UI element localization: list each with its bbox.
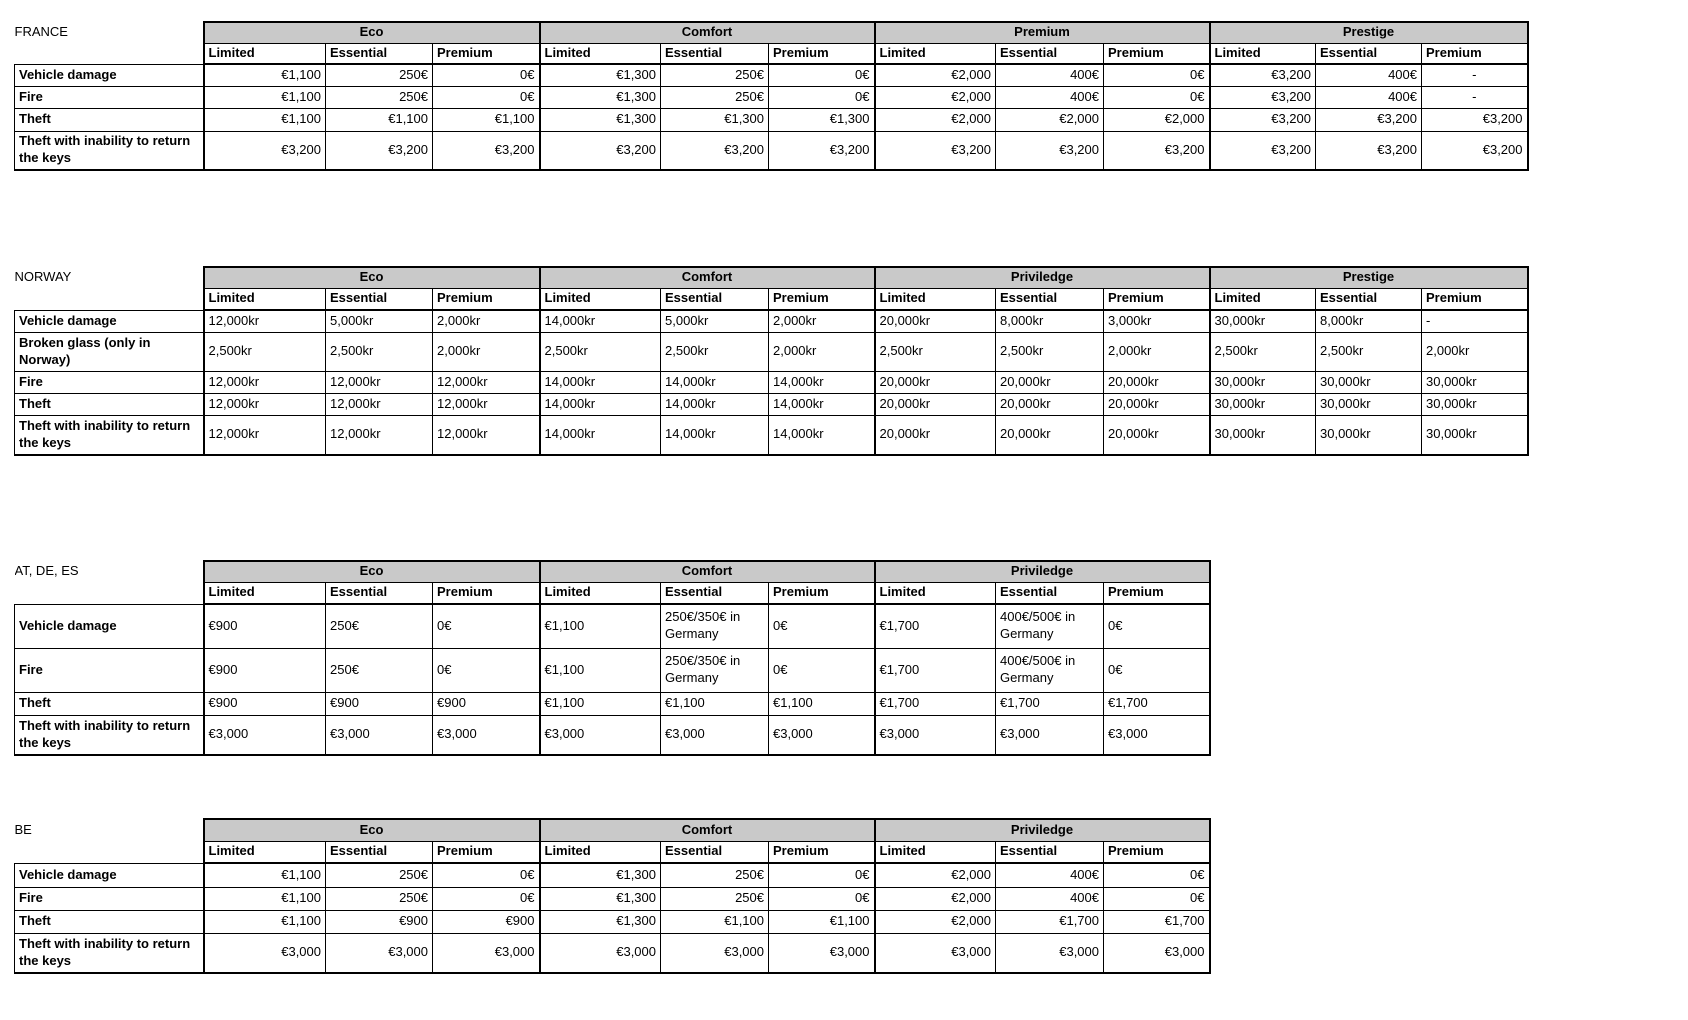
value-cell: €3,000 <box>326 933 433 973</box>
value-cell: 2,000kr <box>769 332 875 371</box>
value-cell: €3,200 <box>1316 131 1422 170</box>
value-cell: 2,500kr <box>204 332 326 371</box>
row-label: Fire <box>15 371 204 393</box>
value-cell: €1,700 <box>875 692 996 715</box>
value-cell: €2,000 <box>875 86 996 108</box>
value-cell: 0€ <box>769 604 875 648</box>
table-row <box>15 648 1210 692</box>
value-cell: 250€/350€ in Germany <box>661 604 769 648</box>
column-header: Limited <box>875 43 996 64</box>
column-header: Premium <box>769 841 875 863</box>
value-cell: 30,000kr <box>1210 310 1316 332</box>
value-cell: 2,500kr <box>996 332 1104 371</box>
tier-header: Prestige <box>1210 267 1528 288</box>
value-cell: €3,000 <box>1104 715 1210 755</box>
value-cell: 0€ <box>1104 648 1210 692</box>
value-cell: 0€ <box>433 604 540 648</box>
value-cell: €2,000 <box>875 863 996 887</box>
row-label: Vehicle damage <box>15 863 204 887</box>
value-cell: 12,000kr <box>326 371 433 393</box>
column-header: Essential <box>326 288 433 310</box>
table-row <box>15 887 1210 910</box>
value-cell: €1,100 <box>433 108 540 131</box>
value-cell: €3,000 <box>661 933 769 973</box>
tier-header: Priviledge <box>875 819 1210 841</box>
row-label: Vehicle damage <box>15 64 204 86</box>
row-label: Theft <box>15 108 204 131</box>
row-label: Theft <box>15 910 204 933</box>
value-cell: 0€ <box>1104 86 1210 108</box>
value-cell: €1,100 <box>204 64 326 86</box>
value-cell: 2,500kr <box>1210 332 1316 371</box>
value-cell: €3,000 <box>204 933 326 973</box>
column-header: Essential <box>661 288 769 310</box>
tier-header: Premium <box>875 22 1210 43</box>
tier-header: Eco <box>204 22 540 43</box>
value-cell: €900 <box>433 910 540 933</box>
value-cell: 2,000kr <box>433 332 540 371</box>
value-cell: €3,200 <box>540 131 661 170</box>
value-cell: €900 <box>326 692 433 715</box>
value-cell: €900 <box>204 604 326 648</box>
value-cell: 2,000kr <box>433 310 540 332</box>
value-cell: €3,200 <box>1316 108 1422 131</box>
value-cell: €3,000 <box>540 933 661 973</box>
table-row <box>15 332 1528 371</box>
tier-header: Eco <box>204 561 540 582</box>
column-header: Premium <box>1422 288 1528 310</box>
value-cell: 250€ <box>661 887 769 910</box>
tier-header: Prestige <box>1210 22 1528 43</box>
value-cell: 400€ <box>1316 64 1422 86</box>
value-cell: €2,000 <box>875 887 996 910</box>
value-cell: €3,200 <box>1210 86 1316 108</box>
value-cell: €1,100 <box>204 86 326 108</box>
value-cell: 2,000kr <box>1422 332 1528 371</box>
value-cell: 14,000kr <box>661 371 769 393</box>
value-cell: €3,000 <box>996 933 1104 973</box>
value-cell: 14,000kr <box>769 371 875 393</box>
value-cell: 30,000kr <box>1210 415 1316 455</box>
value-cell: €2,000 <box>1104 108 1210 131</box>
value-cell: €3,000 <box>326 715 433 755</box>
value-cell: 5,000kr <box>661 310 769 332</box>
value-cell: 2,500kr <box>540 332 661 371</box>
row-label: Fire <box>15 86 204 108</box>
column-header: Premium <box>1104 582 1210 604</box>
value-cell: - <box>1422 64 1528 86</box>
value-cell: 250€/350€ in Germany <box>661 648 769 692</box>
value-cell: 250€ <box>661 863 769 887</box>
excess-table-norway <box>14 266 1529 456</box>
column-header: Limited <box>204 288 326 310</box>
value-cell: €3,200 <box>769 131 875 170</box>
value-cell: €1,300 <box>540 887 661 910</box>
row-label: Theft with inability to return the keys <box>15 415 204 455</box>
value-cell: 20,000kr <box>996 371 1104 393</box>
value-cell: €3,000 <box>433 933 540 973</box>
column-header: Premium <box>769 582 875 604</box>
value-cell: 12,000kr <box>326 415 433 455</box>
column-header: Essential <box>996 43 1104 64</box>
value-cell: 20,000kr <box>996 393 1104 415</box>
column-header: Premium <box>433 582 540 604</box>
row-label: Theft <box>15 692 204 715</box>
value-cell: €1,100 <box>204 863 326 887</box>
column-header: Limited <box>204 582 326 604</box>
value-cell: €3,000 <box>433 715 540 755</box>
value-cell: 2,500kr <box>326 332 433 371</box>
value-cell: €3,200 <box>1210 64 1316 86</box>
row-label: Vehicle damage <box>15 310 204 332</box>
tier-header: Priviledge <box>875 267 1210 288</box>
value-cell: 0€ <box>769 64 875 86</box>
value-cell: 250€ <box>326 887 433 910</box>
value-cell: 30,000kr <box>1316 393 1422 415</box>
value-cell: €1,100 <box>769 910 875 933</box>
column-header: Limited <box>1210 43 1316 64</box>
value-cell: €3,200 <box>1104 131 1210 170</box>
value-cell: 30,000kr <box>1316 415 1422 455</box>
column-header: Limited <box>1210 288 1316 310</box>
value-cell: 0€ <box>433 64 540 86</box>
value-cell: 30,000kr <box>1316 371 1422 393</box>
value-cell: 14,000kr <box>661 393 769 415</box>
value-cell: €3,200 <box>204 131 326 170</box>
value-cell: 0€ <box>433 648 540 692</box>
value-cell: €1,700 <box>1104 692 1210 715</box>
value-cell: 0€ <box>769 86 875 108</box>
value-cell: 12,000kr <box>433 393 540 415</box>
column-header: Limited <box>540 582 661 604</box>
table-row <box>15 64 1528 86</box>
value-cell: €2,000 <box>875 108 996 131</box>
table-row <box>15 393 1528 415</box>
column-header: Limited <box>540 288 661 310</box>
value-cell: €1,100 <box>661 692 769 715</box>
value-cell: 250€ <box>661 86 769 108</box>
value-cell: 20,000kr <box>875 393 996 415</box>
value-cell: 400€ <box>996 86 1104 108</box>
value-cell: 400€/500€ in Germany <box>996 604 1104 648</box>
value-cell: €1,300 <box>540 86 661 108</box>
value-cell: €1,700 <box>875 648 996 692</box>
value-cell: 8,000kr <box>996 310 1104 332</box>
column-header: Premium <box>769 288 875 310</box>
value-cell: - <box>1422 310 1528 332</box>
column-header: Essential <box>996 841 1104 863</box>
row-label: Fire <box>15 648 204 692</box>
value-cell: 400€ <box>996 863 1104 887</box>
country-label: AT, DE, ES <box>14 563 79 579</box>
value-cell: 3,000kr <box>1104 310 1210 332</box>
value-cell: - <box>1422 86 1528 108</box>
value-cell: 0€ <box>1104 64 1210 86</box>
value-cell: 0€ <box>1104 863 1210 887</box>
tier-header: Eco <box>204 267 540 288</box>
value-cell: €1,700 <box>996 692 1104 715</box>
value-cell: €2,000 <box>996 108 1104 131</box>
column-header: Premium <box>433 288 540 310</box>
column-header: Essential <box>326 582 433 604</box>
value-cell: 12,000kr <box>433 371 540 393</box>
value-cell: 0€ <box>769 887 875 910</box>
value-cell: 30,000kr <box>1422 393 1528 415</box>
value-cell: €3,200 <box>875 131 996 170</box>
value-cell: €1,100 <box>540 604 661 648</box>
value-cell: 20,000kr <box>996 415 1104 455</box>
column-header: Essential <box>661 841 769 863</box>
tier-header: Eco <box>204 819 540 841</box>
value-cell: €1,700 <box>996 910 1104 933</box>
row-label: Theft <box>15 393 204 415</box>
value-cell: 0€ <box>1104 887 1210 910</box>
value-cell: 14,000kr <box>769 415 875 455</box>
excess-table-at-de-es <box>14 560 1211 756</box>
column-header: Essential <box>661 582 769 604</box>
value-cell: 250€ <box>326 648 433 692</box>
value-cell: €900 <box>204 648 326 692</box>
table-row <box>15 604 1210 648</box>
column-header: Limited <box>204 841 326 863</box>
value-cell: 0€ <box>433 863 540 887</box>
column-header: Essential <box>996 582 1104 604</box>
column-header: Premium <box>433 841 540 863</box>
row-label: Broken glass (only in Norway) <box>15 332 204 371</box>
table-row <box>15 715 1210 755</box>
table-row <box>15 863 1210 887</box>
country-label: NORWAY <box>14 269 72 285</box>
value-cell: €1,100 <box>540 692 661 715</box>
value-cell: 250€ <box>661 64 769 86</box>
value-cell: €2,000 <box>875 910 996 933</box>
value-cell: €3,200 <box>1210 131 1316 170</box>
column-header: Limited <box>204 43 326 64</box>
value-cell: 14,000kr <box>540 371 661 393</box>
excess-table-be <box>14 818 1211 974</box>
column-header: Limited <box>875 582 996 604</box>
value-cell: 12,000kr <box>433 415 540 455</box>
tier-header: Comfort <box>540 22 875 43</box>
excess-table-france <box>14 21 1529 171</box>
column-header: Essential <box>996 288 1104 310</box>
value-cell: €1,100 <box>540 648 661 692</box>
table-row <box>15 692 1210 715</box>
corner-spacer <box>15 841 204 863</box>
value-cell: €1,300 <box>540 64 661 86</box>
value-cell: €3,000 <box>204 715 326 755</box>
column-header: Limited <box>540 841 661 863</box>
value-cell: €900 <box>433 692 540 715</box>
value-cell: 14,000kr <box>540 415 661 455</box>
value-cell: €900 <box>326 910 433 933</box>
value-cell: 20,000kr <box>875 415 996 455</box>
tier-header: Comfort <box>540 819 875 841</box>
value-cell: 250€ <box>326 604 433 648</box>
value-cell: 250€ <box>326 86 433 108</box>
value-cell: 400€ <box>996 887 1104 910</box>
value-cell: €3,000 <box>661 715 769 755</box>
column-header: Limited <box>875 288 996 310</box>
table-row <box>15 131 1528 170</box>
value-cell: 8,000kr <box>1316 310 1422 332</box>
value-cell: €3,200 <box>326 131 433 170</box>
column-header: Limited <box>875 841 996 863</box>
value-cell: 14,000kr <box>540 393 661 415</box>
value-cell: 30,000kr <box>1422 371 1528 393</box>
value-cell: €1,700 <box>1104 910 1210 933</box>
tier-header: Priviledge <box>875 561 1210 582</box>
value-cell: €900 <box>204 692 326 715</box>
corner-spacer <box>15 582 204 604</box>
value-cell: 30,000kr <box>1422 415 1528 455</box>
value-cell: 400€ <box>1316 86 1422 108</box>
value-cell: 0€ <box>1104 604 1210 648</box>
value-cell: €1,700 <box>875 604 996 648</box>
table-row <box>15 415 1528 455</box>
value-cell: 250€ <box>326 863 433 887</box>
country-label: FRANCE <box>14 24 68 40</box>
table-row <box>15 108 1528 131</box>
value-cell: 14,000kr <box>540 310 661 332</box>
value-cell: 20,000kr <box>1104 371 1210 393</box>
row-label: Vehicle damage <box>15 604 204 648</box>
column-header: Essential <box>661 43 769 64</box>
column-header: Essential <box>326 841 433 863</box>
value-cell: 2,500kr <box>875 332 996 371</box>
country-label: BE <box>14 821 32 837</box>
tier-header: Comfort <box>540 267 875 288</box>
row-label: Theft with inability to return the keys <box>15 933 204 973</box>
value-cell: €3,200 <box>996 131 1104 170</box>
table-section-be <box>14 818 1211 974</box>
value-cell: 12,000kr <box>204 310 326 332</box>
column-header: Premium <box>1104 43 1210 64</box>
value-cell: €3,200 <box>433 131 540 170</box>
value-cell: €3,000 <box>769 933 875 973</box>
row-label: Fire <box>15 887 204 910</box>
value-cell: €3,200 <box>1422 131 1528 170</box>
value-cell: €3,200 <box>661 131 769 170</box>
value-cell: €1,100 <box>204 910 326 933</box>
table-row <box>15 910 1210 933</box>
value-cell: €3,200 <box>1210 108 1316 131</box>
value-cell: 12,000kr <box>204 371 326 393</box>
column-header: Premium <box>433 43 540 64</box>
value-cell: 2,500kr <box>1316 332 1422 371</box>
value-cell: 20,000kr <box>875 371 996 393</box>
value-cell: €1,100 <box>204 108 326 131</box>
table-row <box>15 86 1528 108</box>
value-cell: 2,000kr <box>1104 332 1210 371</box>
value-cell: €3,000 <box>540 715 661 755</box>
value-cell: €1,300 <box>769 108 875 131</box>
table-row <box>15 310 1528 332</box>
column-header: Limited <box>540 43 661 64</box>
table-section-norway <box>14 266 1529 456</box>
value-cell: €2,000 <box>875 64 996 86</box>
value-cell: 30,000kr <box>1210 371 1316 393</box>
value-cell: €3,000 <box>1104 933 1210 973</box>
table-section-france <box>14 21 1529 171</box>
value-cell: €3,000 <box>875 715 996 755</box>
column-header: Essential <box>326 43 433 64</box>
value-cell: €1,100 <box>204 887 326 910</box>
value-cell: €3,200 <box>1422 108 1528 131</box>
value-cell: €3,000 <box>769 715 875 755</box>
value-cell: 400€ <box>996 64 1104 86</box>
value-cell: 0€ <box>433 86 540 108</box>
table-row <box>15 933 1210 973</box>
column-header: Essential <box>1316 43 1422 64</box>
value-cell: 0€ <box>769 648 875 692</box>
value-cell: 12,000kr <box>204 393 326 415</box>
value-cell: 14,000kr <box>661 415 769 455</box>
corner-spacer <box>15 288 204 310</box>
value-cell: €1,300 <box>540 910 661 933</box>
column-header: Premium <box>769 43 875 64</box>
value-cell: €3,000 <box>996 715 1104 755</box>
tier-header: Comfort <box>540 561 875 582</box>
value-cell: 20,000kr <box>875 310 996 332</box>
value-cell: 2,000kr <box>769 310 875 332</box>
value-cell: €3,000 <box>875 933 996 973</box>
value-cell: €1,300 <box>661 108 769 131</box>
corner-spacer <box>15 43 204 64</box>
row-label: Theft with inability to return the keys <box>15 715 204 755</box>
value-cell: 250€ <box>326 64 433 86</box>
value-cell: €1,300 <box>540 108 661 131</box>
value-cell: €1,300 <box>540 863 661 887</box>
value-cell: 0€ <box>433 887 540 910</box>
value-cell: 12,000kr <box>204 415 326 455</box>
value-cell: 20,000kr <box>1104 393 1210 415</box>
value-cell: 12,000kr <box>326 393 433 415</box>
value-cell: 0€ <box>769 863 875 887</box>
column-header: Premium <box>1422 43 1528 64</box>
column-header: Premium <box>1104 288 1210 310</box>
value-cell: 30,000kr <box>1210 393 1316 415</box>
column-header: Essential <box>1316 288 1422 310</box>
column-header: Premium <box>1104 841 1210 863</box>
value-cell: 14,000kr <box>769 393 875 415</box>
value-cell: €1,100 <box>769 692 875 715</box>
value-cell: €1,100 <box>661 910 769 933</box>
row-label: Theft with inability to return the keys <box>15 131 204 170</box>
value-cell: 20,000kr <box>1104 415 1210 455</box>
value-cell: 400€/500€ in Germany <box>996 648 1104 692</box>
value-cell: 2,500kr <box>661 332 769 371</box>
value-cell: 5,000kr <box>326 310 433 332</box>
table-row <box>15 371 1528 393</box>
value-cell: €1,100 <box>326 108 433 131</box>
table-section-at-de-es <box>14 560 1211 756</box>
